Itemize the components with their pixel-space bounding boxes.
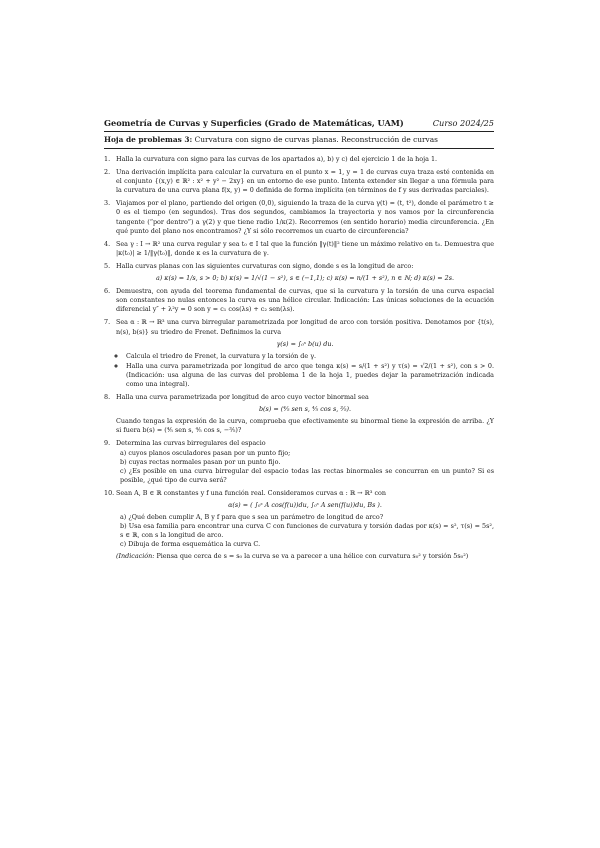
problem-number: 10.: [104, 488, 115, 497]
problem-text: Viajamos por el plano, partiendo del origen (0,0), siguiendo la traza de la curva γ(t) = (t, t²), donde el parámetro t ≥ 0 es el tiempo (en segundos). Tras dos segundos, cambiamos la trayectoria y nos vamos por la circunferencia tangente (“por dentro”) a γ(2) y que tiene radio 1/κ(2). Recorremos (en sentido horario) media circunferencia. ¿En qué punto del plano nos encontramos? ¿Y si sólo recorremos un cuarto de circunferencia?: [116, 199, 494, 235]
problem-text: Sea α : ℝ → ℝ³ una curva birregular parametrizada por longitud de arco con torsión positiva. Denotamos por {t(s), n(s), b(s)} su triedro de Frenet. Definimos la curva: [116, 318, 494, 336]
problem-number: 8.: [104, 393, 111, 402]
problem-10: [104, 489, 494, 562]
options-list: [116, 513, 494, 549]
bullet-item: ◦ Calcula el triedro de Frenet, la curvatura y la torsión de γ.: [126, 352, 494, 361]
problem-5: [104, 262, 494, 283]
problem-sheet: [104, 118, 494, 566]
display-formula: γ(s) = ∫₀ˢ b(u) du.: [276, 339, 334, 348]
problem-options: a) κ(s) = 1/s, s > 0; b) κ(s) = 1/√(1 − s²), s ∈ (−1,1); c) κ(s) = n/(1 + s²), n ∈ ℕ; d) κ(s) = 2s.: [155, 274, 455, 283]
display-formula: b(s) = (⅘ sen s, ⅘ cos s, ⅗).: [258, 405, 352, 414]
problem-list: [104, 155, 494, 562]
option-item: c) ¿Es posible en una curva birregular del espacio todas las rectas binormales se concurran en un punto? Si es posible, ¿qué tipo de curva será?: [120, 466, 494, 484]
problem-text: Demuestra, con ayuda del teorema fundamental de curvas, que si la curvatura y la torsión de una curva espacial son constantes no nulas entonces la curva es una hélice circular. Indicación: Las únicas soluciones de la ecuación diferencial y″ + λ²y = 0 son y = c₁ cos(λs) + c₂ sen(λs).: [116, 287, 494, 314]
problem-number: 4.: [104, 239, 111, 248]
problem-number: 2.: [104, 168, 111, 177]
problem-number: 6.: [104, 287, 111, 296]
hint-label: (Indicación:: [116, 552, 155, 561]
problem-6: [104, 287, 494, 314]
problem-8: [104, 393, 494, 435]
problem-text: Sean A, B ∈ ℝ constantes y f una función real. Consideramos curvas α : ℝ → ℝ³ con: [116, 488, 387, 497]
problem-2: [104, 168, 494, 195]
problem-4: [104, 240, 494, 258]
problem-number: 7.: [104, 318, 111, 327]
course-title: Geometría de Curvas y Superficies (Grado de Matemáticas, UAM): [104, 118, 404, 128]
bullet-item: ◦ Halla una curva parametrizada por longitud de arco que tenga κ(s) = s/(1 + s²) y τ(s) = √2/(1 + s²), con s > 0. (Indicación: usa alguna de las curvas del problema 1 de la hoja 1, puedes dejar la parametrización indicada como una integral).: [126, 362, 494, 389]
hint-text: Piensa que cerca de s = s₀ la curva se va a parecer a una hélice con curvatura s₀² y torsión 5s₀²): [156, 552, 469, 561]
problem-number: 9.: [104, 439, 111, 448]
problem-9: [104, 439, 494, 484]
option-item: a) cuyos planos osculadores pasan por un punto fijo;: [120, 448, 291, 457]
problem-number: 3.: [104, 199, 111, 208]
sheet-label: Hoja de problemas 3:: [104, 135, 193, 144]
hint: [116, 552, 494, 561]
problem-text: Halla curvas planas con las siguientes curvaturas con signo, donde s es la longitud de arco:: [116, 261, 414, 270]
subheader-rule: [104, 148, 494, 149]
problem-text: Sea γ : I → ℝ² una curva regular y sea t₀ ∈ I tal que la función ‖γ(t)‖² tiene un máximo relativo en t₀. Demuestra que |κ(t₀)| ≥ 1/‖γ(t₀)‖, donde κ es la curvatura de γ.: [116, 239, 494, 257]
option-item: b) cuyas rectas normales pasan por un punto fijo.: [120, 457, 281, 466]
option-item: a) ¿Qué deben cumplir A, B y f para que s sea un parámetro de longitud de arco?: [120, 513, 384, 522]
problem-1: [104, 155, 494, 164]
sheet-header: [104, 118, 494, 131]
problem-text: Halla una curva parametrizada por longitud de arco cuyo vector binormal sea: [116, 393, 369, 402]
problem-3: [104, 199, 494, 235]
problem-followup: Cuando tengas la expresión de la curva, comprueba que efectivamente su binormal tiene la expresión de arriba. ¿Y si fuera b(s) = (⅘ sen s, ⅘ cos s, −⅗)?: [116, 417, 494, 435]
options-list: [116, 449, 494, 485]
problem-text: Determina las curvas birregulares del espacio: [116, 439, 266, 448]
problem-number: 5.: [104, 261, 111, 270]
option-item: b) Usa esa familia para encontrar una curva C con funciones de curvatura y torsión dadas por κ(s) = s², τ(s) = 5s², s ∈ ℝ, con s la longitud de arco.: [120, 522, 494, 540]
problem-text: Halla la curvatura con signo para las curvas de los apartados a), b) y c) del ejercicio 1 de la hoja 1.: [116, 155, 438, 163]
sheet-subheader: [104, 132, 494, 148]
problem-text: Una derivación implícita para calcular la curvatura en el punto x = 1, y = 1 de curvas cuya traza esté contenida en el conjunto {(x,y) ∈ ℝ² : x² + y² − 2xy} en un entorno de ese punto. Intenta extender sin llegar a una fórmula para la curvatura de una curva plana f(x, y) = 0 definida de forma implícita (en términos de f y sus derivadas parciales).: [116, 168, 494, 195]
problem-number: 1.: [104, 155, 111, 163]
sheet-topic: Curvatura con signo de curvas planas. Reconstrucción de curvas: [194, 135, 438, 144]
option-item: c) Dibuja de forma esquemática la curva C.: [120, 540, 261, 549]
course-year: Curso 2024/25: [432, 118, 494, 128]
bullet-list: [116, 352, 494, 389]
display-formula: α(s) = ( ∫₀ˢ A cos(f(u))du, ∫₀ˢ A sen(f(u))du, Bs ).: [228, 501, 382, 509]
problem-7: [104, 318, 494, 389]
